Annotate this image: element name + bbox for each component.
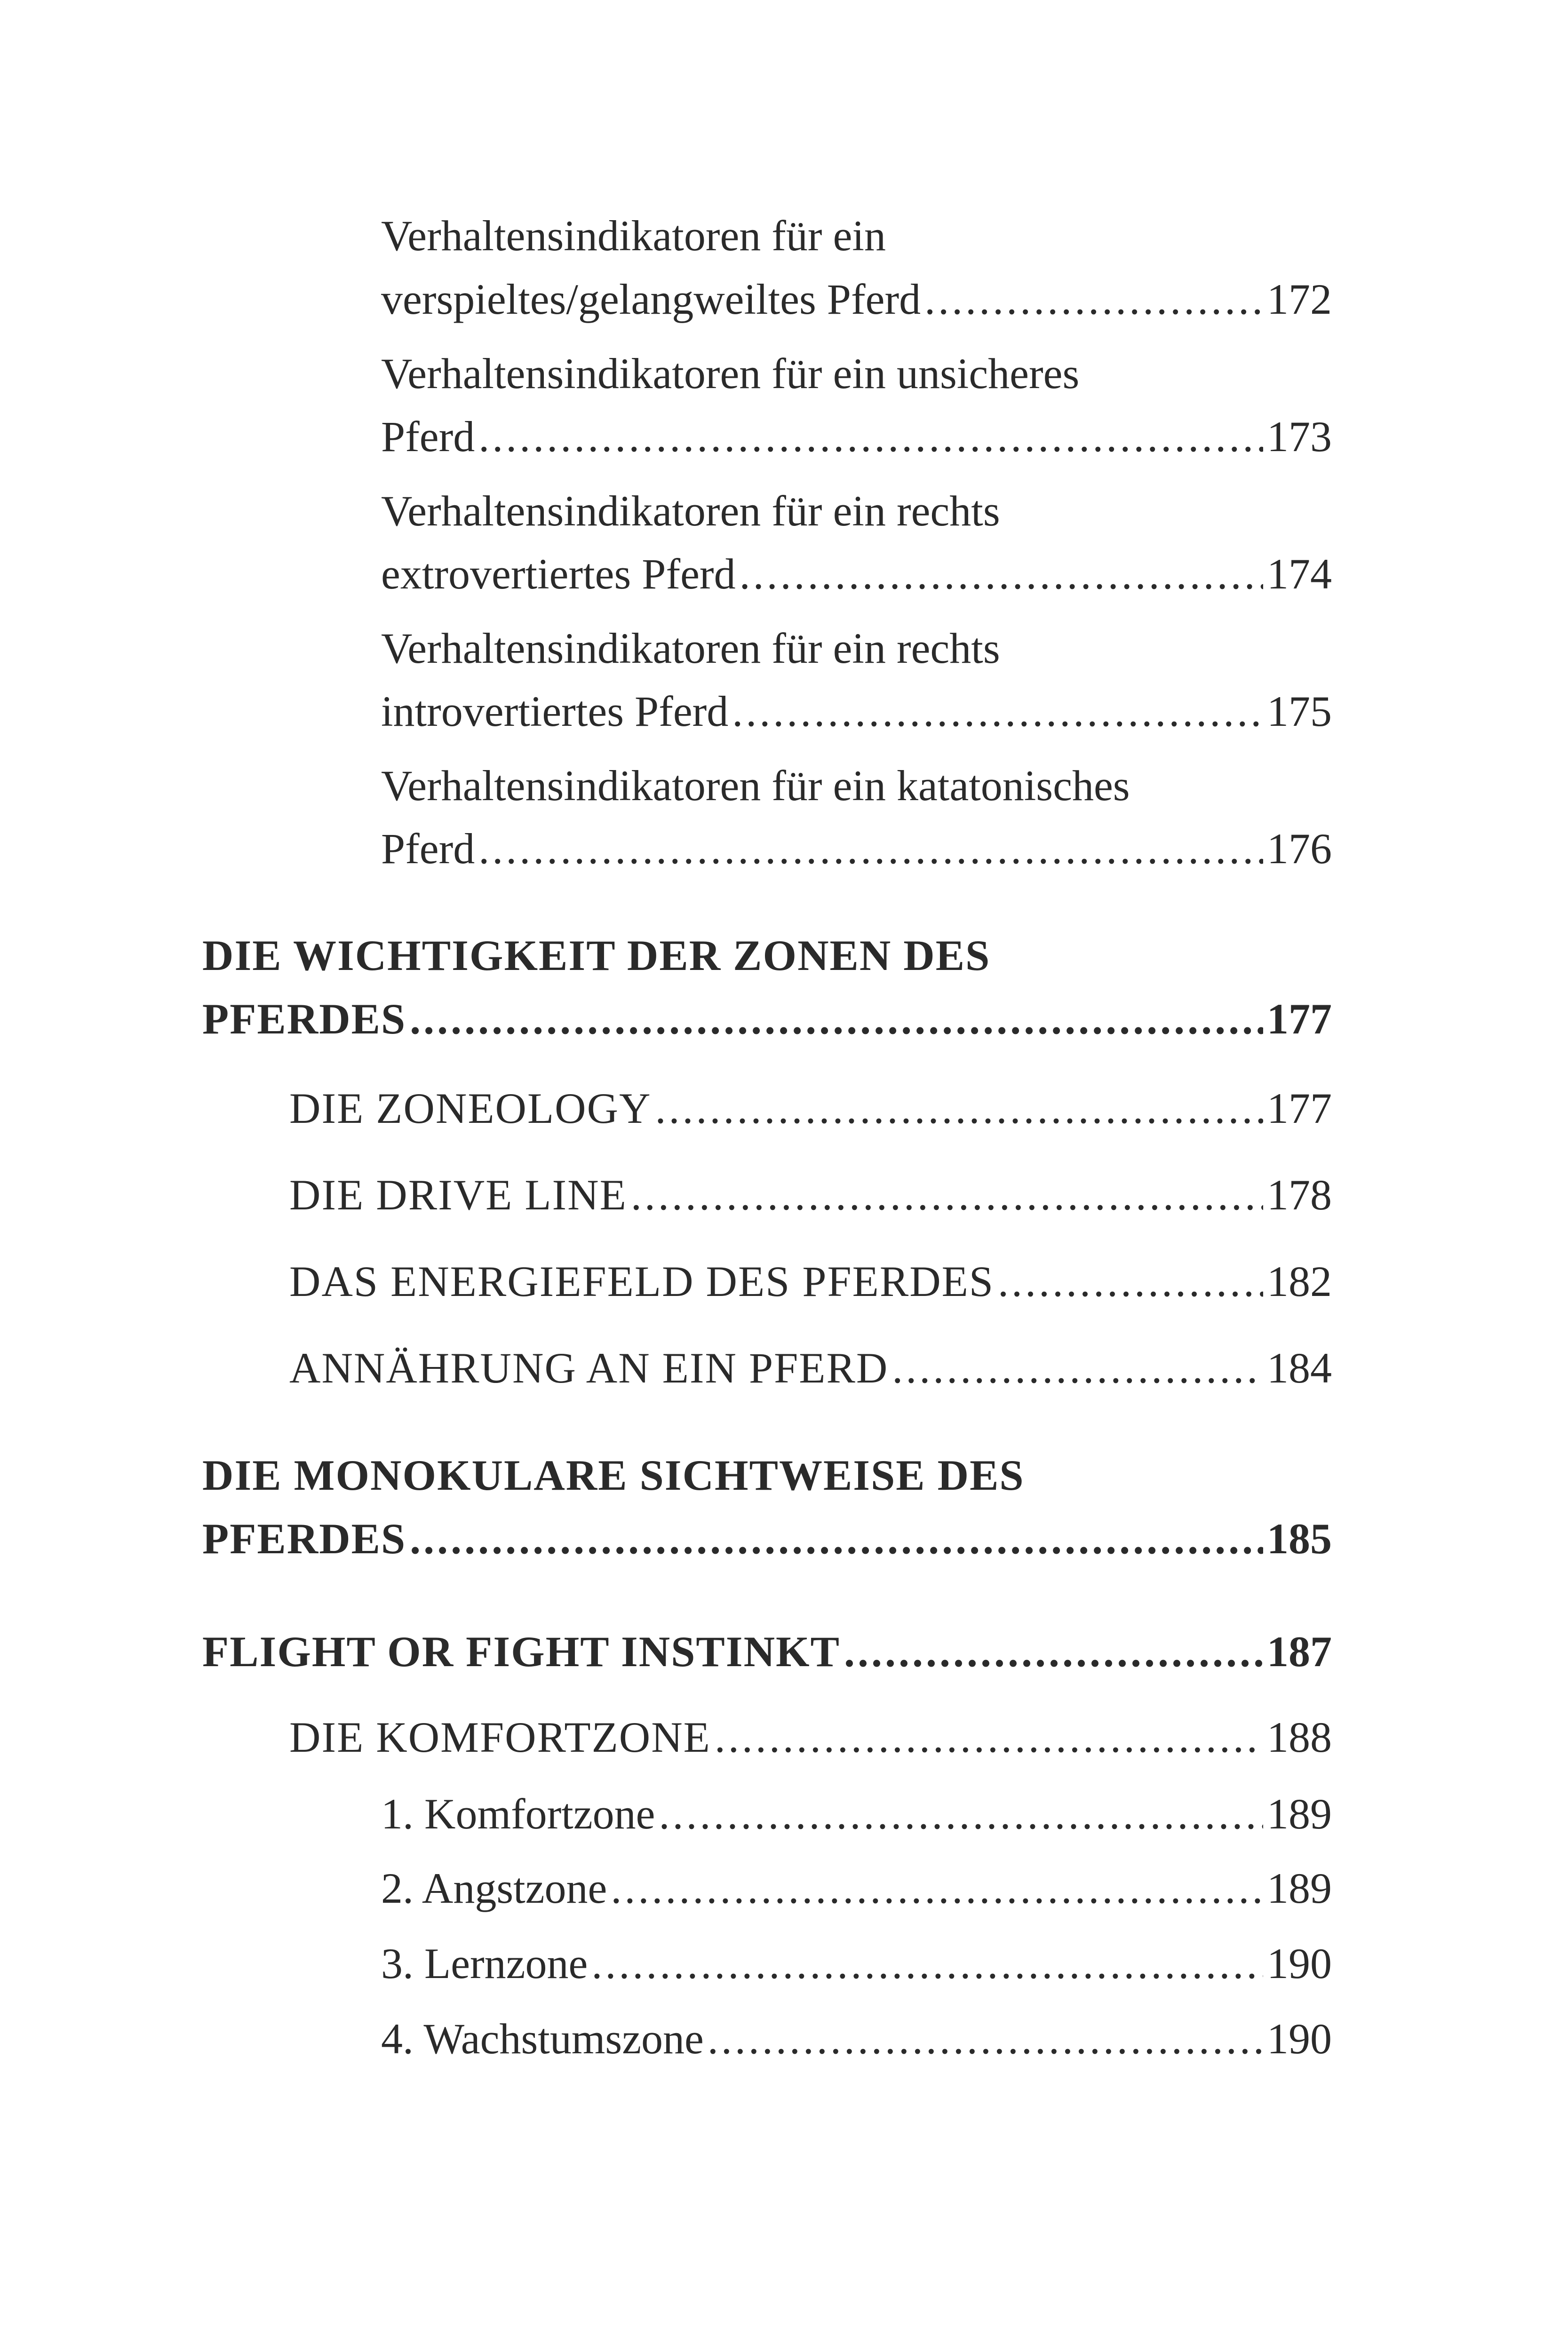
- toc-entry[interactable]: [381, 1939, 1332, 1987]
- dot-leader: [655, 1087, 1263, 1130]
- dot-leader: [611, 1867, 1263, 1910]
- toc-entry-page: 172: [1267, 275, 1332, 323]
- dot-leader: [732, 690, 1263, 733]
- toc-section-entry[interactable]: [202, 997, 1332, 1041]
- toc-section-title: PFERDES: [202, 995, 406, 1043]
- toc-section-title: PFERDES: [202, 1515, 406, 1563]
- dot-leader: [410, 997, 1263, 1041]
- toc-subsection-entry[interactable]: [289, 1713, 1332, 1761]
- dot-leader: [410, 1517, 1263, 1560]
- dot-leader: [478, 827, 1263, 870]
- toc-subsection-entry[interactable]: [289, 1257, 1332, 1305]
- toc-entry-title: verspieltes/gelangweiltes Pferd: [381, 275, 921, 323]
- toc-entry-title: 3. Lernzone: [381, 1939, 588, 1987]
- dot-leader: [659, 1792, 1263, 1835]
- toc-entry-page: 189: [1267, 1864, 1332, 1912]
- toc-entry-page: 175: [1267, 687, 1332, 735]
- toc-section-entry[interactable]: [202, 1515, 1332, 1563]
- toc-entry[interactable]: [381, 1790, 1332, 1838]
- toc-subsection-entry[interactable]: [289, 1084, 1332, 1132]
- toc-entry-title: Pferd: [381, 413, 475, 461]
- toc-section-page: 177: [1267, 995, 1332, 1043]
- toc-subsection-title: ANNÄHRUNG AN EIN PFERD: [289, 1344, 889, 1392]
- toc-entry[interactable]: [381, 413, 1332, 461]
- toc-entry-page: 190: [1267, 2015, 1332, 2063]
- toc-subsection-entry[interactable]: [289, 1171, 1332, 1219]
- toc-subsection-page: 177: [1267, 1084, 1332, 1132]
- toc-subsection-title: DIE ZONEOLOGY: [289, 1084, 652, 1132]
- dot-leader: [740, 552, 1263, 596]
- toc-subsection-page: 182: [1267, 1257, 1332, 1305]
- dot-leader: [478, 415, 1263, 458]
- toc-entry-title: 1. Komfortzone: [381, 1790, 655, 1838]
- toc-subsection-page: 178: [1267, 1171, 1332, 1219]
- toc-subsection-title: DAS ENERGIEFELD DES PFERDES: [289, 1257, 995, 1305]
- toc-section-first-line: DIE MONOKULARE SICHTWEISE DES: [202, 1451, 1025, 1499]
- toc-entry[interactable]: [381, 825, 1332, 873]
- toc-section-entry[interactable]: [202, 1628, 1332, 1676]
- dot-leader: [998, 1260, 1263, 1303]
- toc-section-page: 187: [1267, 1628, 1332, 1676]
- dot-leader: [631, 1173, 1263, 1216]
- toc-entry[interactable]: [381, 275, 1332, 323]
- toc-subsection-page: 188: [1267, 1713, 1332, 1761]
- toc-entry-title: Pferd: [381, 825, 475, 873]
- toc-entry-page: 189: [1267, 1790, 1332, 1838]
- toc-subsection-title: DIE KOMFORTZONE: [289, 1713, 711, 1761]
- dot-leader: [924, 278, 1263, 321]
- toc-entry-title: extrovertiertes Pferd: [381, 550, 736, 598]
- toc-subsection-page: 184: [1267, 1344, 1332, 1392]
- toc-entry-first-line: Verhaltensindikatoren für ein: [381, 212, 886, 260]
- dot-leader: [715, 1716, 1263, 1759]
- toc-subsection-entry[interactable]: [289, 1346, 1332, 1390]
- toc-section-title: FLIGHT OR FIGHT INSTINKT: [202, 1628, 840, 1676]
- toc-section-page: 185: [1267, 1515, 1332, 1563]
- toc-entry-page: 176: [1267, 825, 1332, 873]
- toc-entry-page: 190: [1267, 1939, 1332, 1987]
- toc-section-first-line: DIE WICHTIGKEIT DER ZONEN DES: [202, 931, 991, 979]
- toc-entry-first-line: Verhaltensindikatoren für ein rechts: [381, 487, 1000, 535]
- toc-entry-title: 2. Angstzone: [381, 1864, 607, 1912]
- toc-entry-title: introvertiertes Pferd: [381, 687, 729, 735]
- dot-leader: [591, 1942, 1263, 1985]
- toc-entry[interactable]: [381, 687, 1332, 735]
- toc-subsection-title: DIE DRIVE LINE: [289, 1171, 627, 1219]
- dot-leader: [708, 2017, 1263, 2060]
- toc-entry[interactable]: [381, 1864, 1332, 1912]
- toc-entry-first-line: Verhaltensindikatoren für ein unsicheres: [381, 350, 1080, 397]
- toc-entry-title: 4. Wachstumszone: [381, 2015, 704, 2063]
- toc-entry[interactable]: [381, 552, 1332, 596]
- dot-leader: [892, 1346, 1263, 1390]
- toc-entry-first-line: Verhaltensindikatoren für ein rechts: [381, 624, 1000, 672]
- toc-entry-page: 174: [1267, 550, 1332, 598]
- toc-entry[interactable]: [381, 2015, 1332, 2063]
- dot-leader: [844, 1630, 1263, 1673]
- toc-entry-page: 173: [1267, 413, 1332, 461]
- toc-entry-first-line: Verhaltensindikatoren für ein katatonisches: [381, 762, 1130, 810]
